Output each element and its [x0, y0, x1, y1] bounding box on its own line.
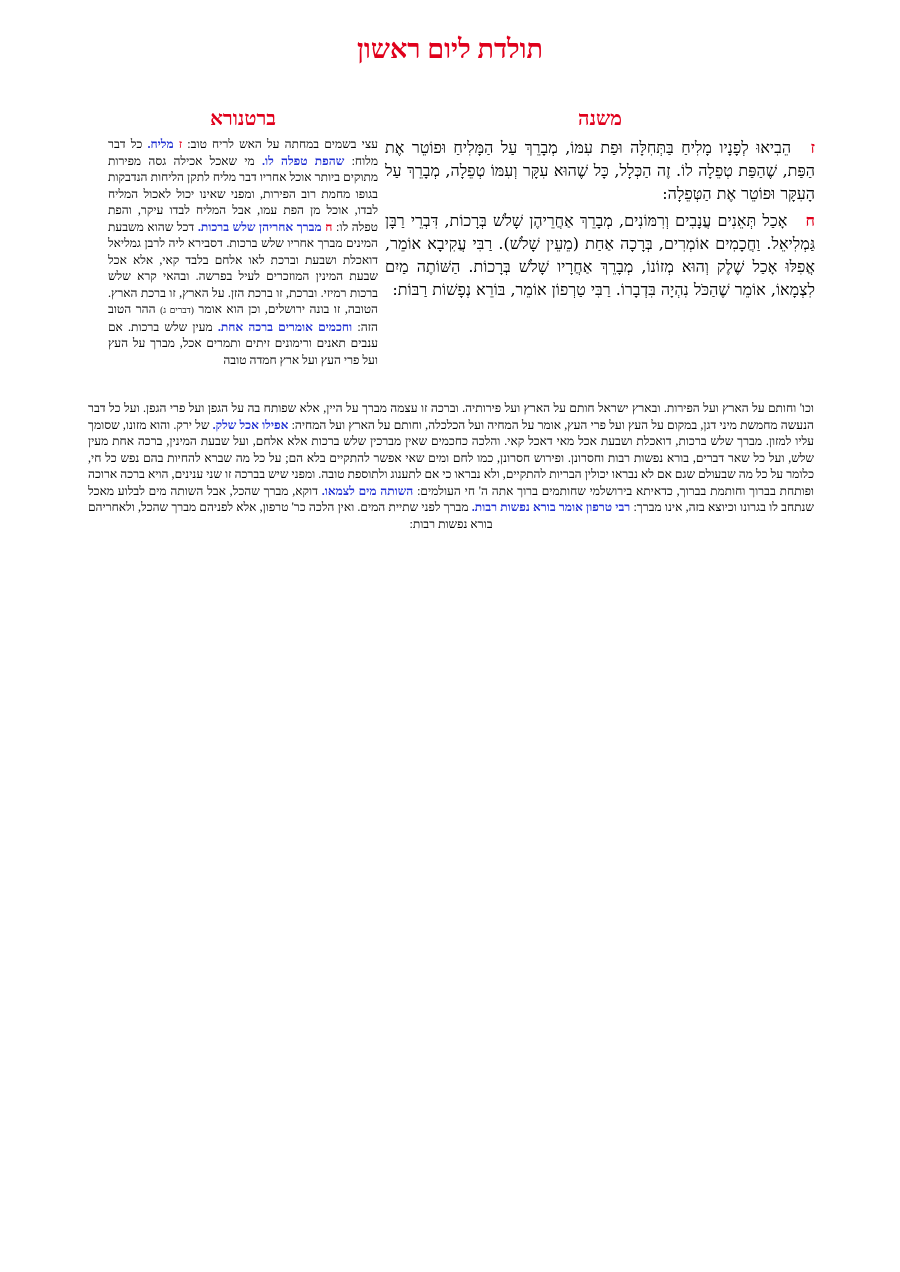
dibbur-hamatchil: רבי טרפון אומר בורא נפשות רבות.: [471, 500, 631, 514]
mishna-ref-label: ח: [325, 219, 333, 234]
commentary-text: דכל שהוא משבעת המינים מברך אחריו שלש ברכות. דסבירא ליה לרבן גמליאל דואכלת ושבעת וברכת לאו אלחם בלבד קאי, אלא אכל שבעת המינין המוזכרים לעיל בפרשה. ובהאי קרא שלש ברכות רמיזי. וברכת, זו ברכת הזן. על הארץ, זו ברכת הארץ. הטובה, זו בונה ירושלים, וכן הוא אומר: [108, 219, 379, 316]
commentary-text: וכו' וחותם על הארץ ועל הפירות. ובארץ ישראל חותם על הארץ ועל פירותיה. וברכה זו עצמה מברך על היין, אלא שפותח בה על הגפן ועל פרי הגפן. ועל כל דבר הנעשה מחמשת מיני דגן, במקום על העץ ועל פרי העץ, אומר על המחיה ועל הכלכלה, וחותם על הארץ ועל המחיה:: [88, 401, 815, 432]
bartenura-continuation: [88, 400, 814, 532]
mishna-ref-label: ז: [178, 137, 183, 151]
commentary-text: של ירק. והוא מזונו, שסומך עליו למזון. מברך שלש ברכות, דואכלת ושבעת אכל מאי דאכל קאי. והלכה כחכמים שאין מברכין שלש ברכות אלא אלחם, ועל שבעת המינין, ברכה אחת מעין שלש, ועל כל שאר דברים, בורא נפשות רבות וחסרונן. ופירוש חסרונן, כמו לחם ומים שאי אפשר להתקיים בלא הם; על כל מה שברא להחיות בהם נפש כל חי, כלומר על כל מה שבעולם שגם אם לא נבראו יכולין הבריות להתקיים, ולא נבראו כי אם לתענוג ולתוספת טובה. ומפני שיש בברכה זו שני ענינים, הויא ברכה ארוכה ופותחת בברוך וחותמת בברוך, כדאיתא בירושלמי שחותמים ברוך אתה ה' חי העולמים:: [88, 417, 815, 498]
commentary-text: דוקא, מברך שהכל, אבל השותה מים לבלוע מאכל שנתחב לו בגרונו וכיוצא בזה, אינו מברך:: [88, 483, 814, 514]
mishna-number: ח: [805, 211, 815, 230]
mishna-heading: משנה: [577, 108, 623, 130]
commentary-text: מי שאכל אכילה גסה מפירות מתוקים ביותר אוכל אחריו דבר מליח לתקן הליחות הנדבקות בגופו מחמת רוב הפירות, ומפני שאינו יכול לאכול המליח לבדו, אוכל מן הפת עמו, אבל המליח לבדו עיקר, והפת טפלה לו:: [108, 153, 378, 234]
commentary-text: ההר הטוב הזה:: [108, 302, 378, 334]
mishna-column: [385, 136, 815, 305]
commentary-text: מעין שלש ברכות. אם ענבים תאנים ורימונים זיתים ותמרים אכל, מברך על העץ ועל פרי העץ ועל ארץ חמדה טובה: [108, 319, 378, 367]
dibbur-hamatchil: אפילו אכל שלק.: [212, 417, 289, 432]
bartenura-heading: ברטנורא: [210, 108, 276, 130]
dibbur-hamatchil: וחכמים אומרים ברכה אחת.: [217, 319, 353, 334]
mishna-text: אָכַל תְּאֵנִים עֲנָבִים וְרִמּוֹנִים, מְבָרֵךְ אַחֲרֵיהֶן שָׁלֹשׁ בְּרָכוֹת, דִּבְרֵי רַבָּן גַּמְלִיאֵל. וַחֲכָמִים אוֹמְרִים, בְּרָכָה אַחַת (מֵעֵין שָׁלֹשׁ). רַבִּי עֲקִיבָא אוֹמֵר, אֲפִלּוּ אָכַל שֶׁלֶק וְהוּא מְזוֹנוֹ, מְבָרֵךְ אַחֲרָיו שָׁלֹשׁ בְּרָכוֹת. הַשּׁוֹתֶה מַיִם לִצְמָאוֹ, אוֹמֵר שֶׁהַכֹּל נִהְיָה בִּדְבָרוֹ. רַבִּי טַרְפוֹן אוֹמֵר, בּוֹרֵא נְפָשׁוֹת רַבּוֹת:: [385, 211, 815, 299]
mishna-paragraph-8: [385, 209, 815, 301]
dibbur-hamatchil: השותה מים לצמאו.: [321, 483, 414, 498]
commentary-text: מברך לפני שתיית המים. ואין הלכה כר' טרפון, אלא לפניהם מברך שהכל, ולאחריהם בורא נפשות רבות:: [88, 500, 493, 531]
dibbur-hamatchil: שהפת טפלה לו.: [261, 153, 345, 168]
commentary-text: כל דבר מלוח:: [108, 137, 378, 168]
verse-reference: (דברים ג): [160, 305, 194, 315]
dibbur-hamatchil: מליח.: [147, 137, 174, 151]
dibbur-hamatchil: מברך אחריהן שלש ברכות.: [197, 219, 322, 234]
commentary-text: עצי בשמים במחתה על האש לריח טוב:: [187, 137, 378, 151]
mishna-text: הֵבִיאוּ לְפָנָיו מָלִיחַ בַּתְּחִלָּה וּפַת עִמּוֹ, מְבָרֵךְ עַל הַמָּלִיחַ וּפוֹטֵר אֶת הַפַּת, שֶׁהַפַּת טְפֵלָה לוֹ. זֶה הַכְּלָל, כָּל שֶׁהוּא עִקָּר וְעִמּוֹ טְפֵלָה, מְבָרֵךְ עַל הָעִקָּר וּפוֹטֵר אֶת הַטְּפֵלָה:: [385, 138, 815, 203]
bartenura-column: [108, 136, 378, 368]
mishna-number: ז: [810, 138, 815, 157]
mishna-paragraph-7: [385, 136, 815, 205]
page-title: תולדת ליום ראשון: [357, 34, 543, 64]
